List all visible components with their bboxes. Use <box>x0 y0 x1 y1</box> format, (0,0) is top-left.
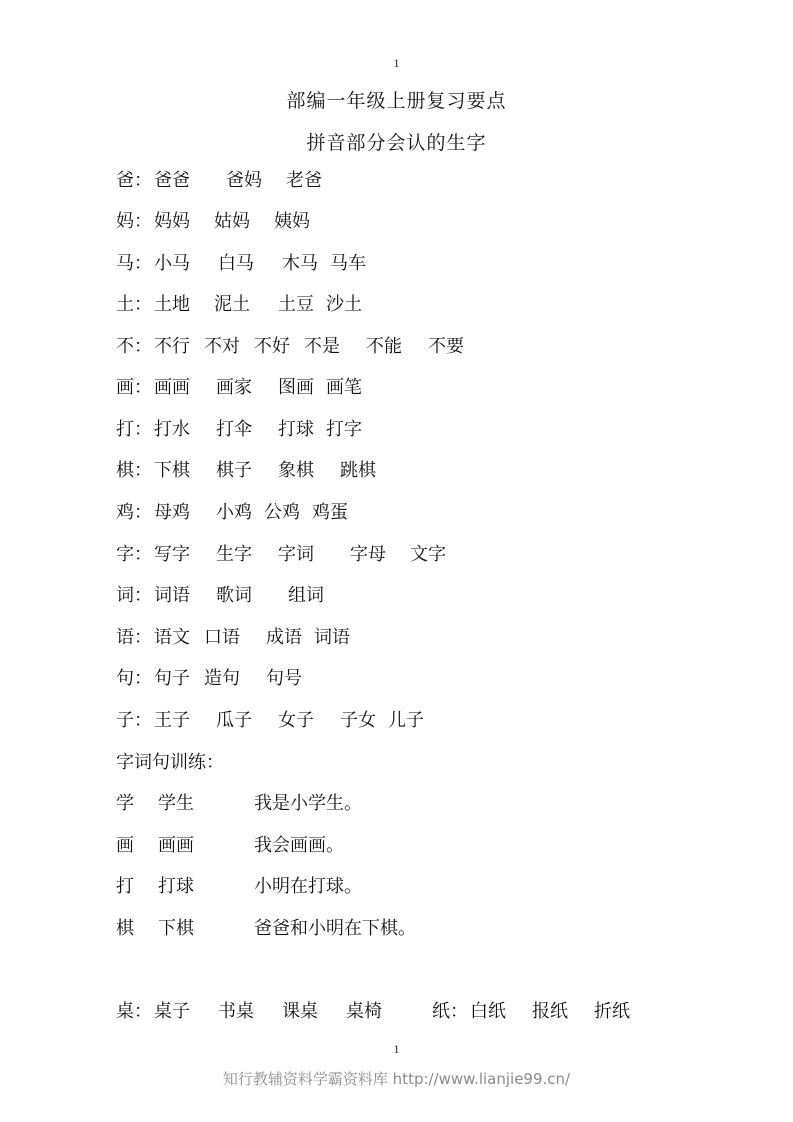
vocab-word: 书桌 <box>218 1001 254 1022</box>
vocab-head: 桌： <box>116 1001 152 1022</box>
vocab-word: 画家 <box>216 377 252 398</box>
vocab-head: 纸： <box>432 1001 468 1022</box>
page-number-bottom: 1 <box>393 1042 400 1056</box>
training-row <box>116 874 362 900</box>
vocab-word: 不能 <box>366 336 402 357</box>
vocab-word: 写字 <box>154 544 190 565</box>
vocab-word: 句子 <box>154 668 190 689</box>
training-word: 打球 <box>158 876 194 897</box>
vocab-word: 桌子 <box>154 1001 190 1022</box>
training-sentence: 小明在打球。 <box>254 876 362 897</box>
vocab-word: 小马 <box>154 253 190 274</box>
vocab-row <box>116 542 446 568</box>
vocab-word: 泥土 <box>214 294 250 315</box>
vocab-word: 儿子 <box>388 710 424 731</box>
vocab-word: 爸妈 <box>226 170 262 191</box>
vocab-word: 跳棋 <box>340 460 376 481</box>
vocab-word: 小鸡 <box>216 502 252 523</box>
vocab-word: 口语 <box>204 627 240 648</box>
vocab-head: 字： <box>116 544 152 565</box>
vocab-word: 文字 <box>410 544 446 565</box>
vocab-word: 妈妈 <box>154 211 190 232</box>
vocab-row <box>116 708 424 734</box>
vocab-word: 词语 <box>314 627 350 648</box>
vocab-head: 语： <box>116 627 152 648</box>
vocab-row <box>116 334 464 360</box>
vocab-word: 棋子 <box>216 460 252 481</box>
vocab-word: 不要 <box>428 336 464 357</box>
vocab-word: 子女 <box>340 710 376 731</box>
training-sentence: 我是小学生。 <box>254 793 362 814</box>
training-row <box>116 916 416 942</box>
vocab-word: 白马 <box>218 253 254 274</box>
vocab-word: 生字 <box>216 544 252 565</box>
vocab-head: 土： <box>116 294 152 315</box>
vocab-word: 打球 <box>278 419 314 440</box>
vocab-word: 女子 <box>278 710 314 731</box>
training-word: 下棋 <box>158 918 194 939</box>
training-word: 画画 <box>158 835 194 856</box>
vocab-word: 不是 <box>304 336 340 357</box>
vocab-row <box>116 168 322 194</box>
vocab-word: 姨妈 <box>274 211 310 232</box>
vocab-row <box>116 251 366 277</box>
vocab-word: 马车 <box>330 253 366 274</box>
vocab-word: 土地 <box>154 294 190 315</box>
vocab-row-final <box>116 999 630 1025</box>
vocab-word: 下棋 <box>154 460 190 481</box>
vocab-word: 画笔 <box>326 377 362 398</box>
training-char: 打 <box>116 876 134 897</box>
vocab-word: 鸡蛋 <box>312 502 348 523</box>
vocab-word: 不行 <box>154 336 190 357</box>
vocab-word: 姑妈 <box>214 211 250 232</box>
vocab-row <box>116 417 362 443</box>
vocab-row <box>116 583 324 609</box>
vocab-head: 画： <box>116 377 152 398</box>
page-number-top: 1 <box>393 56 400 70</box>
vocab-word: 象棋 <box>278 460 314 481</box>
vocab-head: 鸡： <box>116 502 152 523</box>
vocab-row <box>116 375 362 401</box>
vocab-word: 土豆 <box>278 294 314 315</box>
training-word: 学生 <box>158 793 194 814</box>
vocab-word: 沙土 <box>326 294 362 315</box>
vocab-word: 组词 <box>288 585 324 606</box>
vocab-head: 不： <box>116 336 152 357</box>
training-char: 画 <box>116 835 134 856</box>
vocab-head: 子： <box>116 710 152 731</box>
vocab-word: 字母 <box>350 544 386 565</box>
vocab-row <box>116 666 302 692</box>
vocab-word: 字词 <box>278 544 314 565</box>
training-row <box>116 833 344 859</box>
vocab-word: 造句 <box>204 668 240 689</box>
vocab-row <box>116 292 362 318</box>
vocab-word: 不好 <box>254 336 290 357</box>
training-sentence: 爸爸和小明在下棋。 <box>254 918 416 939</box>
training-char: 学 <box>116 793 134 814</box>
vocab-head: 棋： <box>116 460 152 481</box>
vocab-row <box>116 458 376 484</box>
training-row <box>116 791 362 817</box>
document-subtitle: 拼音部分会认的生字 <box>306 132 487 154</box>
vocab-word: 课桌 <box>282 1001 318 1022</box>
footer-watermark: 知行教辅资料学霸资料库 http://www.lianjie99.cn/ <box>222 1070 571 1088</box>
vocab-word: 歌词 <box>216 585 252 606</box>
vocab-word: 爸爸 <box>154 170 190 191</box>
vocab-head: 马： <box>116 253 152 274</box>
vocab-head: 妈： <box>116 211 152 232</box>
vocab-head: 句： <box>116 668 152 689</box>
vocab-word: 词语 <box>154 585 190 606</box>
document-title: 部编一年级上册复习要点 <box>286 90 507 112</box>
vocab-word: 语文 <box>154 627 190 648</box>
vocab-word: 打伞 <box>216 419 252 440</box>
vocab-word: 画画 <box>154 377 190 398</box>
vocab-head: 词： <box>116 585 152 606</box>
vocab-word: 公鸡 <box>264 502 300 523</box>
vocab-row <box>116 500 348 526</box>
training-heading: 字词句训练： <box>116 752 224 773</box>
vocab-word: 母鸡 <box>154 502 190 523</box>
vocab-word: 报纸 <box>532 1001 568 1022</box>
vocab-word: 木马 <box>282 253 318 274</box>
vocab-row <box>116 209 310 235</box>
vocab-word: 折纸 <box>594 1001 630 1022</box>
vocab-word: 打水 <box>154 419 190 440</box>
vocab-word: 桌椅 <box>346 1001 382 1022</box>
vocab-word: 白纸 <box>470 1001 506 1022</box>
training-char: 棋 <box>116 918 134 939</box>
vocab-word: 老爸 <box>286 170 322 191</box>
vocab-head: 爸： <box>116 170 152 191</box>
training-sentence: 我会画画。 <box>254 835 344 856</box>
vocab-word: 句号 <box>266 668 302 689</box>
vocab-word: 瓜子 <box>216 710 252 731</box>
vocab-word: 打字 <box>326 419 362 440</box>
vocab-head: 打： <box>116 419 152 440</box>
vocab-word: 王子 <box>154 710 190 731</box>
vocab-row <box>116 625 350 651</box>
vocab-word: 图画 <box>278 377 314 398</box>
vocab-word: 不对 <box>204 336 240 357</box>
vocab-word: 成语 <box>266 627 302 648</box>
